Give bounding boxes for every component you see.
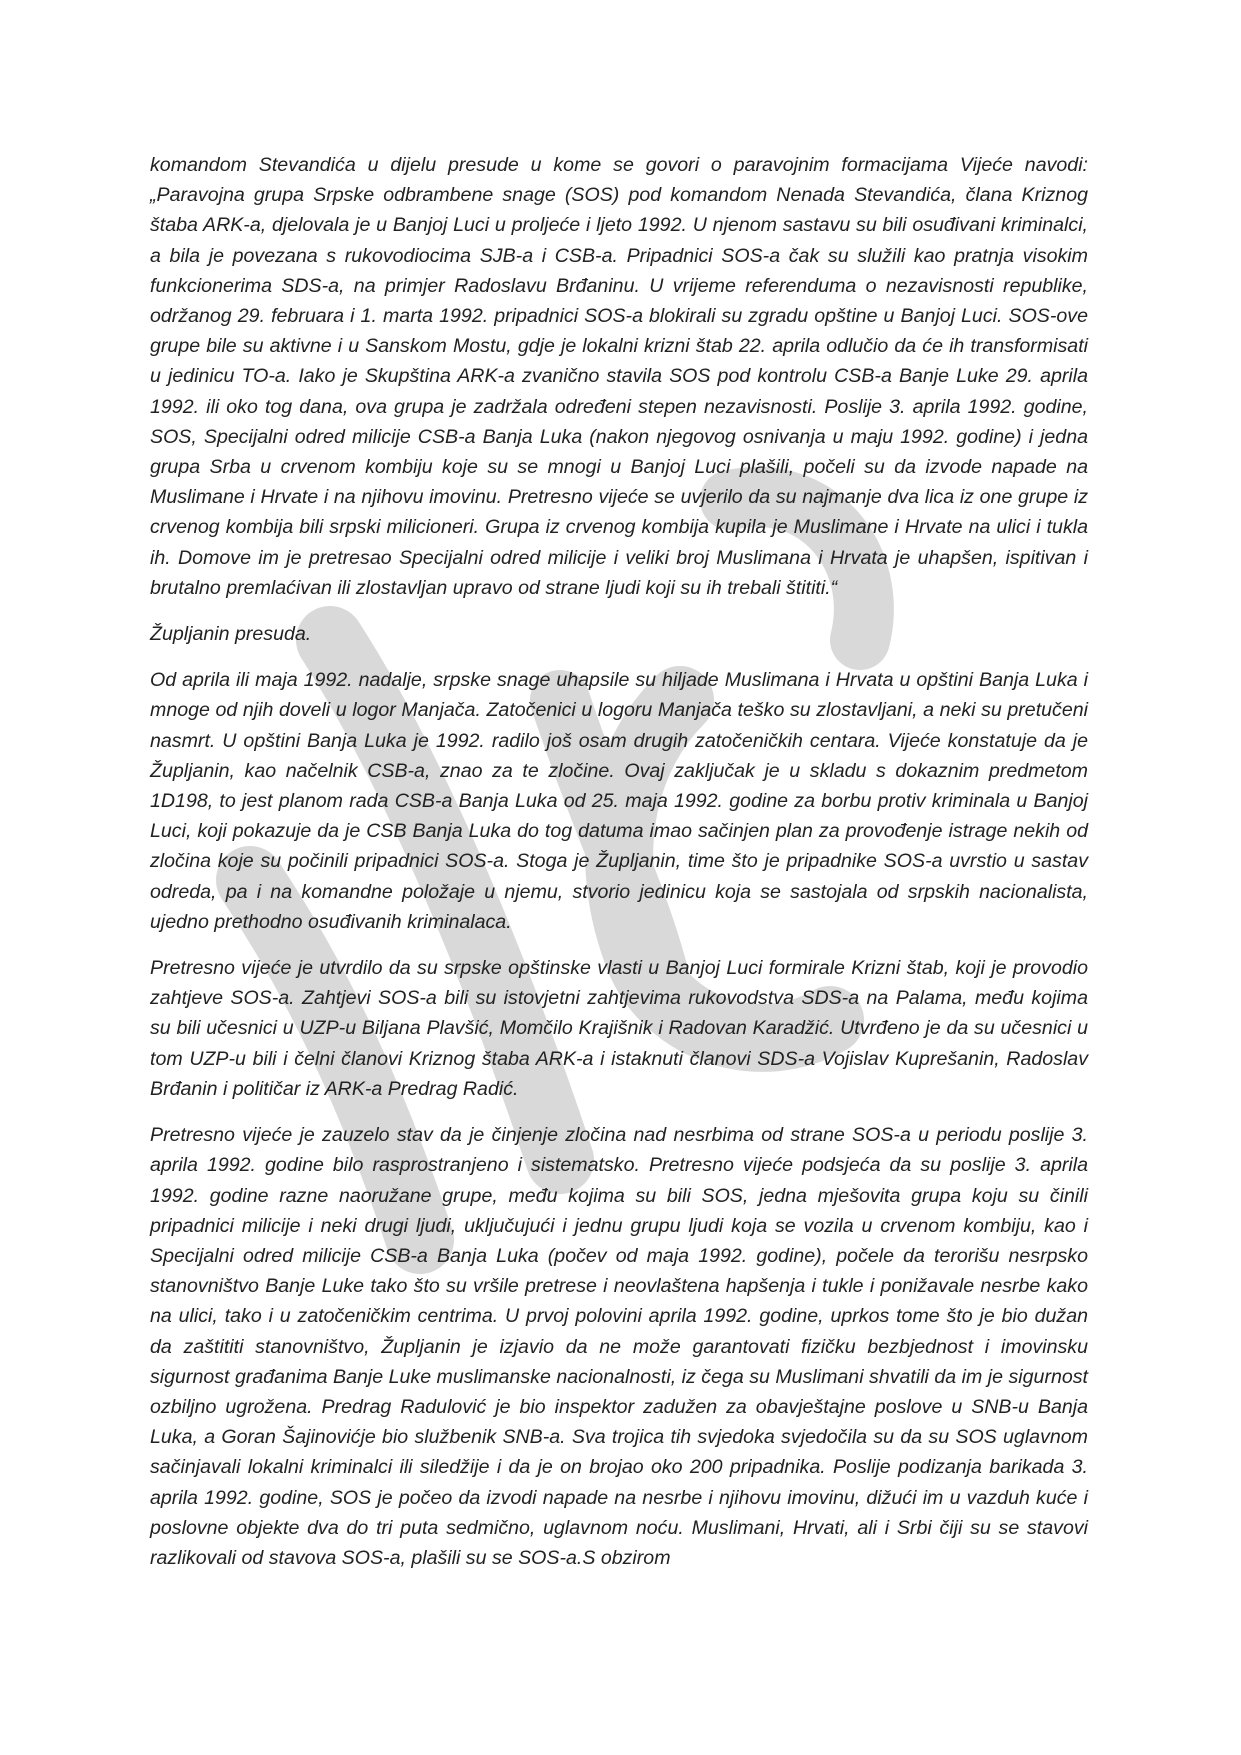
paragraph-manjaca: Od aprila ili maja 1992. nadalje, srpske snage uhapsile su hiljade Muslimana i Hrvata u opštini Banja Luka i mnoge od njih doveli u logor Manjača. Zatočenici u logoru Manjača teško su zlostavljani, a neki su pretučeni nasmrt. U opštini Banja Luka je 1992. radilo još osam drugih zatočeničkih centara. Vijeće konstatuje da je Župljanin, kao načelnik CSB-a, znao za te zločine. Ovaj zaključak je u skladu s dokaznim predmetom 1D198, to jest planom rada CSB-a Banja Luka od 25. maja 1992. godine za borbu protiv kriminala u Banjoj Luci, koji pokazuje da je CSB Banja Luka do tog datuma imao sačinjen plan za provođenje istrage nekih od zločina koje su počinili pripadnici SOS-a. Stoga je Župljanin, time što je pripadnike SOS-a uvrstio u sastav odreda, pa i na komandne položaje u njemu, stvorio jedinicu koja se sastojala od srpskih nacionalista, ujedno prethodno osuđivanih kriminalaca. bbox=[150, 669, 1088, 933]
paragraph-krizni-stab: Pretresno vijeće je utvrdilo da su srpske opštinske vlasti u Banjoj Luci formirale Krizni štab, koji je provodio zahtjeve SOS-a. Zahtjevi SOS-a bili su istovjetni zahtjevima rukovodstva SDS-a na Palama, među kojima su bili učesnici u UZP-u Biljana Plavšić, Momčilo Krajišnik i Radovan Karadžić. Utvrđeno je da su učesnici u tom UZP-u bili i čelni članovi Kriznog štaba ARK-a i istaknuti članovi SDS-a Vojislav Kuprešanin, Radoslav Brđanin i političar iz ARK-a Predrag Radić. bbox=[150, 957, 1088, 1100]
paragraph-heading-zupljanin: Župljanin presuda. bbox=[150, 623, 312, 646]
document-body bbox=[150, 150, 1088, 1573]
paragraph-quote-stevandic: komandom Stevandića u dijelu presude u kome se govori o paravojnim formacijama Vijeće navodi: „Paravojna grupa Srpske odbrambene snage (SOS) pod komandom Nenada Stevandića, člana Kriznog štaba ARK-a, djelovala je u Banjoj Luci u proljeće i ljeto 1992. U njenom sastavu su bili osuđivani kriminalci, a bila je povezana s rukovodiocima SJB-a i CSB-a. Pripadnici SOS-a čak su služili kao pratnja visokim funkcionerima SDS-a, na primjer Radoslavu Brđaninu. U vrijeme referenduma o nezavisnosti republike, održanog 29. februara i 1. marta 1992. pripadnici SOS-a blokirali su zgradu opštine u Banjoj Luci. SOS-ove grupe bile su aktivne i u Sanskom Mostu, gdje je lokalni krizni štab 22. aprila odlučio da će ih transformisati u jedinicu TO-a. Iako je Skupština ARK-a zvanično stavila SOS pod kontrolu CSB-a Banje Luke 29. aprila 1992. ili oko tog dana, ova grupa je zadržala određeni stepen nezavisnosti. Poslije 3. aprila 1992. godine, SOS, Specijalni odred milicije CSB-a Banja Luka (nakon njegovog osnivanja u maju 1992. godine) i jedna grupa Srba u crvenom kombiju koje su se mnogi u Banjoj Luci plašili, počeli su da izvode napade na Muslimane i Hrvate i na njihovu imovinu. Pretresno vijeće se uvjerilo da su najmanje dva lica iz one grupe iz crvenog kombija bili srpski milicioneri. Grupa iz crvenog kombija kupila je Muslimane i Hrvate na ulici i tukla ih. Domove im je pretresao Specijalni odred milicije i veliki broj Muslimana i Hrvata je uhapšen, ispitivan i brutalno premlaćivan ili zlostavljan upravo od strane ljudi koji su ih trebali štititi.“ bbox=[150, 154, 1088, 599]
paragraph-sos-attacks: Pretresno vijeće je zauzelo stav da je činjenje zločina nad nesrbima od strane SOS-a u periodu poslije 3. aprila 1992. godine bilo rasprostranjeno i sistematsko. Pretresno vijeće podsjeća da su poslije 3. aprila 1992. godine razne naoružane grupe, među kojima su bili SOS, jedna mješovita grupa koju su činili pripadnici milicije i neki drugi ljudi, uključujući i jednu grupu ljudi koja se vozila u crvenom kombiju, kao i Specijalni odred milicije CSB-a Banja Luka (počev od maja 1992. godine), počele da terorišu nesrpsko stanovništvo Banje Luke tako što su vršile pretrese i neovlaštena hapšenja i tukle i ponižavale nesrbe kako na ulici, tako i u zatočeničkim centrima. U prvoj polovini aprila 1992. godine, uprkos tome što je bio dužan da zaštititi stanovništvo, Župljanin je izjavio da ne može garantovati fizičku bezbjednost i imovinsku sigurnost građanima Banje Luke muslimanske nacionalnosti, iz čega su Muslimani shvatili da im je sigurnost ozbiljno ugrožena. Predrag Radulović je bio inspektor zadužen za obavještajne poslove u SNB-u Banja Luka, a Goran Šajinovićje bio službenik SNB-a. Sva trojica tih svjedoka svjedočila su da su SOS uglavnom sačinjavali lokalni kriminalci ili siledžije i da je on brojao oko 200 pripadnika. Poslije podizanja barikada 3. aprila 1992. godine, SOS je počeo da izvodi napade na nesrbe i njihovu imovinu, dižući im u vazduh kuće i poslovne objekte dva do tri puta sedmično, uglavnom noću. Muslimani, Hrvati, ali i Srbi čiji su se stavovi razlikovali od stavova SOS-a, plašili su se SOS-a.S obzirom bbox=[150, 1124, 1088, 1569]
